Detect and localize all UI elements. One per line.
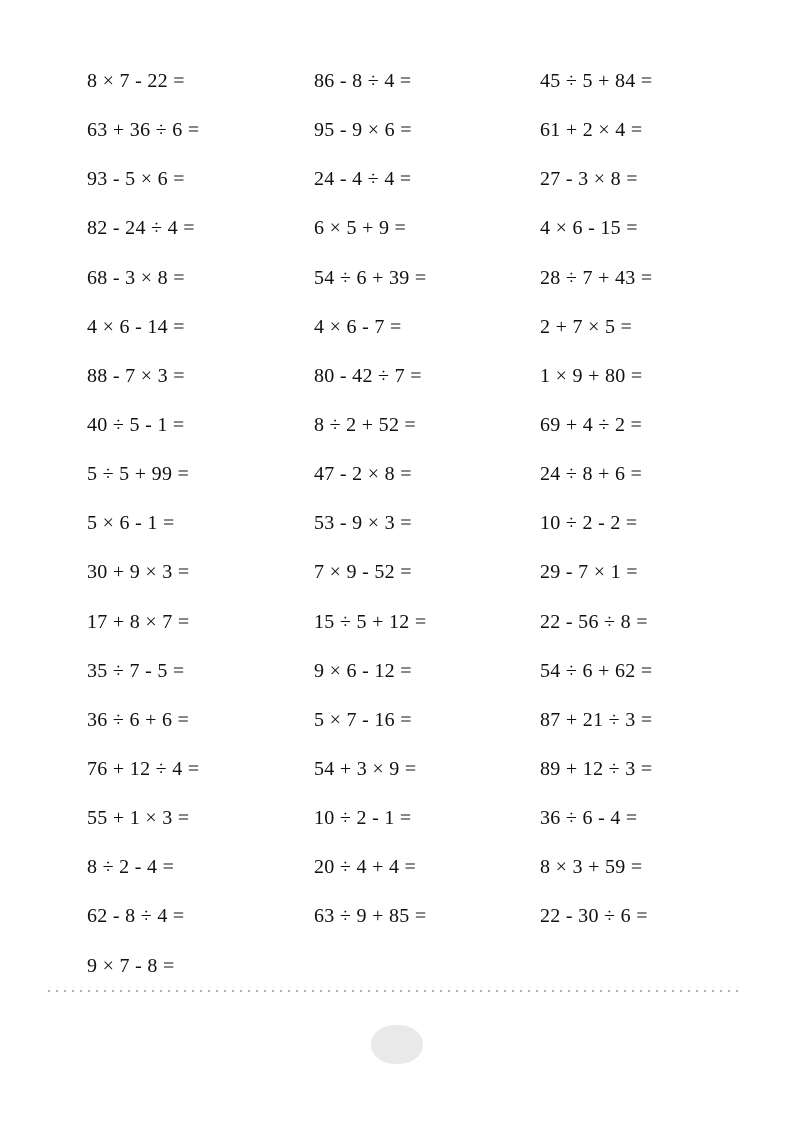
worksheet-row xyxy=(87,106,767,155)
math-problem: 87 + 21 ÷ 3 = xyxy=(540,708,653,731)
worksheet-row xyxy=(87,843,767,892)
math-problem: 40 ÷ 5 - 1 = xyxy=(87,414,185,437)
math-problem: 8 × 7 - 22 = xyxy=(87,70,185,93)
math-problem: 20 ÷ 4 + 4 = xyxy=(314,856,417,879)
worksheet-row xyxy=(87,696,767,745)
math-problem: 54 ÷ 6 + 39 = xyxy=(314,266,427,289)
math-problem: 5 ÷ 5 + 99 = xyxy=(87,463,190,486)
math-problem: 47 - 2 × 8 = xyxy=(314,463,412,486)
math-problem: 2 + 7 × 5 = xyxy=(540,315,633,338)
math-problem: 8 ÷ 2 - 4 = xyxy=(87,856,175,879)
math-problem: 10 ÷ 2 - 1 = xyxy=(314,807,412,830)
worksheet-row xyxy=(87,401,767,450)
math-problem: 88 - 7 × 3 = xyxy=(87,364,185,387)
worksheet-row xyxy=(87,303,767,352)
worksheet-row xyxy=(87,548,767,597)
math-problem: 8 ÷ 2 + 52 = xyxy=(314,414,417,437)
worksheet-row xyxy=(87,745,767,794)
math-problem: 8 × 3 + 59 = xyxy=(540,856,643,879)
math-problem: 63 + 36 ÷ 6 = xyxy=(87,119,200,142)
math-problem: 80 - 42 ÷ 7 = xyxy=(314,364,422,387)
math-problem: 7 × 9 - 52 = xyxy=(314,561,412,584)
dotted-separator xyxy=(48,990,738,992)
math-problem: 28 ÷ 7 + 43 = xyxy=(540,266,653,289)
worksheet-row xyxy=(87,647,767,696)
math-problem: 5 × 6 - 1 = xyxy=(87,512,175,535)
math-problem: 68 - 3 × 8 = xyxy=(87,266,185,289)
math-problem: 55 + 1 × 3 = xyxy=(87,807,190,830)
math-problem: 54 ÷ 6 + 62 = xyxy=(540,659,653,682)
math-problem: 53 - 9 × 3 = xyxy=(314,512,412,535)
math-problem: 10 ÷ 2 - 2 = xyxy=(540,512,638,535)
math-problem: 93 - 5 × 6 = xyxy=(87,168,185,191)
math-problem: 4 × 6 - 15 = xyxy=(540,217,638,240)
math-problem: 76 + 12 ÷ 4 = xyxy=(87,758,200,781)
worksheet-row xyxy=(87,892,767,941)
math-problem: 89 + 12 ÷ 3 = xyxy=(540,758,653,781)
math-problem: 86 - 8 ÷ 4 = xyxy=(314,70,412,93)
worksheet-row xyxy=(87,155,767,204)
math-problem: 24 - 4 ÷ 4 = xyxy=(314,168,412,191)
worksheet-row xyxy=(87,254,767,303)
problem-grid xyxy=(87,57,767,991)
math-problem: 5 × 7 - 16 = xyxy=(314,708,412,731)
page-overlay-pill xyxy=(371,1025,423,1064)
math-problem: 29 - 7 × 1 = xyxy=(540,561,638,584)
math-problem: 82 - 24 ÷ 4 = xyxy=(87,217,195,240)
math-problem: 36 ÷ 6 - 4 = xyxy=(540,807,638,830)
math-problem: 17 + 8 × 7 = xyxy=(87,610,190,633)
worksheet-row xyxy=(87,499,767,548)
math-problem: 1 × 9 + 80 = xyxy=(540,364,643,387)
worksheet-row xyxy=(87,352,767,401)
math-problem: 24 ÷ 8 + 6 = xyxy=(540,463,643,486)
worksheet-row xyxy=(87,57,767,106)
math-problem: 35 ÷ 7 - 5 = xyxy=(87,659,185,682)
math-problem: 6 × 5 + 9 = xyxy=(314,217,407,240)
math-problem: 54 + 3 × 9 = xyxy=(314,758,417,781)
worksheet-row xyxy=(87,942,767,991)
math-problem: 95 - 9 × 6 = xyxy=(314,119,412,142)
math-problem: 63 ÷ 9 + 85 = xyxy=(314,905,427,928)
math-problem: 27 - 3 × 8 = xyxy=(540,168,638,191)
math-problem: 30 + 9 × 3 = xyxy=(87,561,190,584)
math-problem: 22 - 56 ÷ 8 = xyxy=(540,610,648,633)
math-problem: 9 × 6 - 12 = xyxy=(314,659,412,682)
math-problem: 9 × 7 - 8 = xyxy=(87,954,175,977)
math-problem: 62 - 8 ÷ 4 = xyxy=(87,905,185,928)
math-problem: 36 ÷ 6 + 6 = xyxy=(87,708,190,731)
math-problem: 61 + 2 × 4 = xyxy=(540,119,643,142)
worksheet-row xyxy=(87,204,767,253)
math-problem: 45 ÷ 5 + 84 = xyxy=(540,70,653,93)
math-problem: 22 - 30 ÷ 6 = xyxy=(540,905,648,928)
math-problem: 69 + 4 ÷ 2 = xyxy=(540,414,643,437)
math-problem: 15 ÷ 5 + 12 = xyxy=(314,610,427,633)
math-problem: 4 × 6 - 14 = xyxy=(87,315,185,338)
worksheet-row xyxy=(87,598,767,647)
worksheet-row xyxy=(87,794,767,843)
worksheet-row xyxy=(87,450,767,499)
math-problem: 4 × 6 - 7 = xyxy=(314,315,402,338)
